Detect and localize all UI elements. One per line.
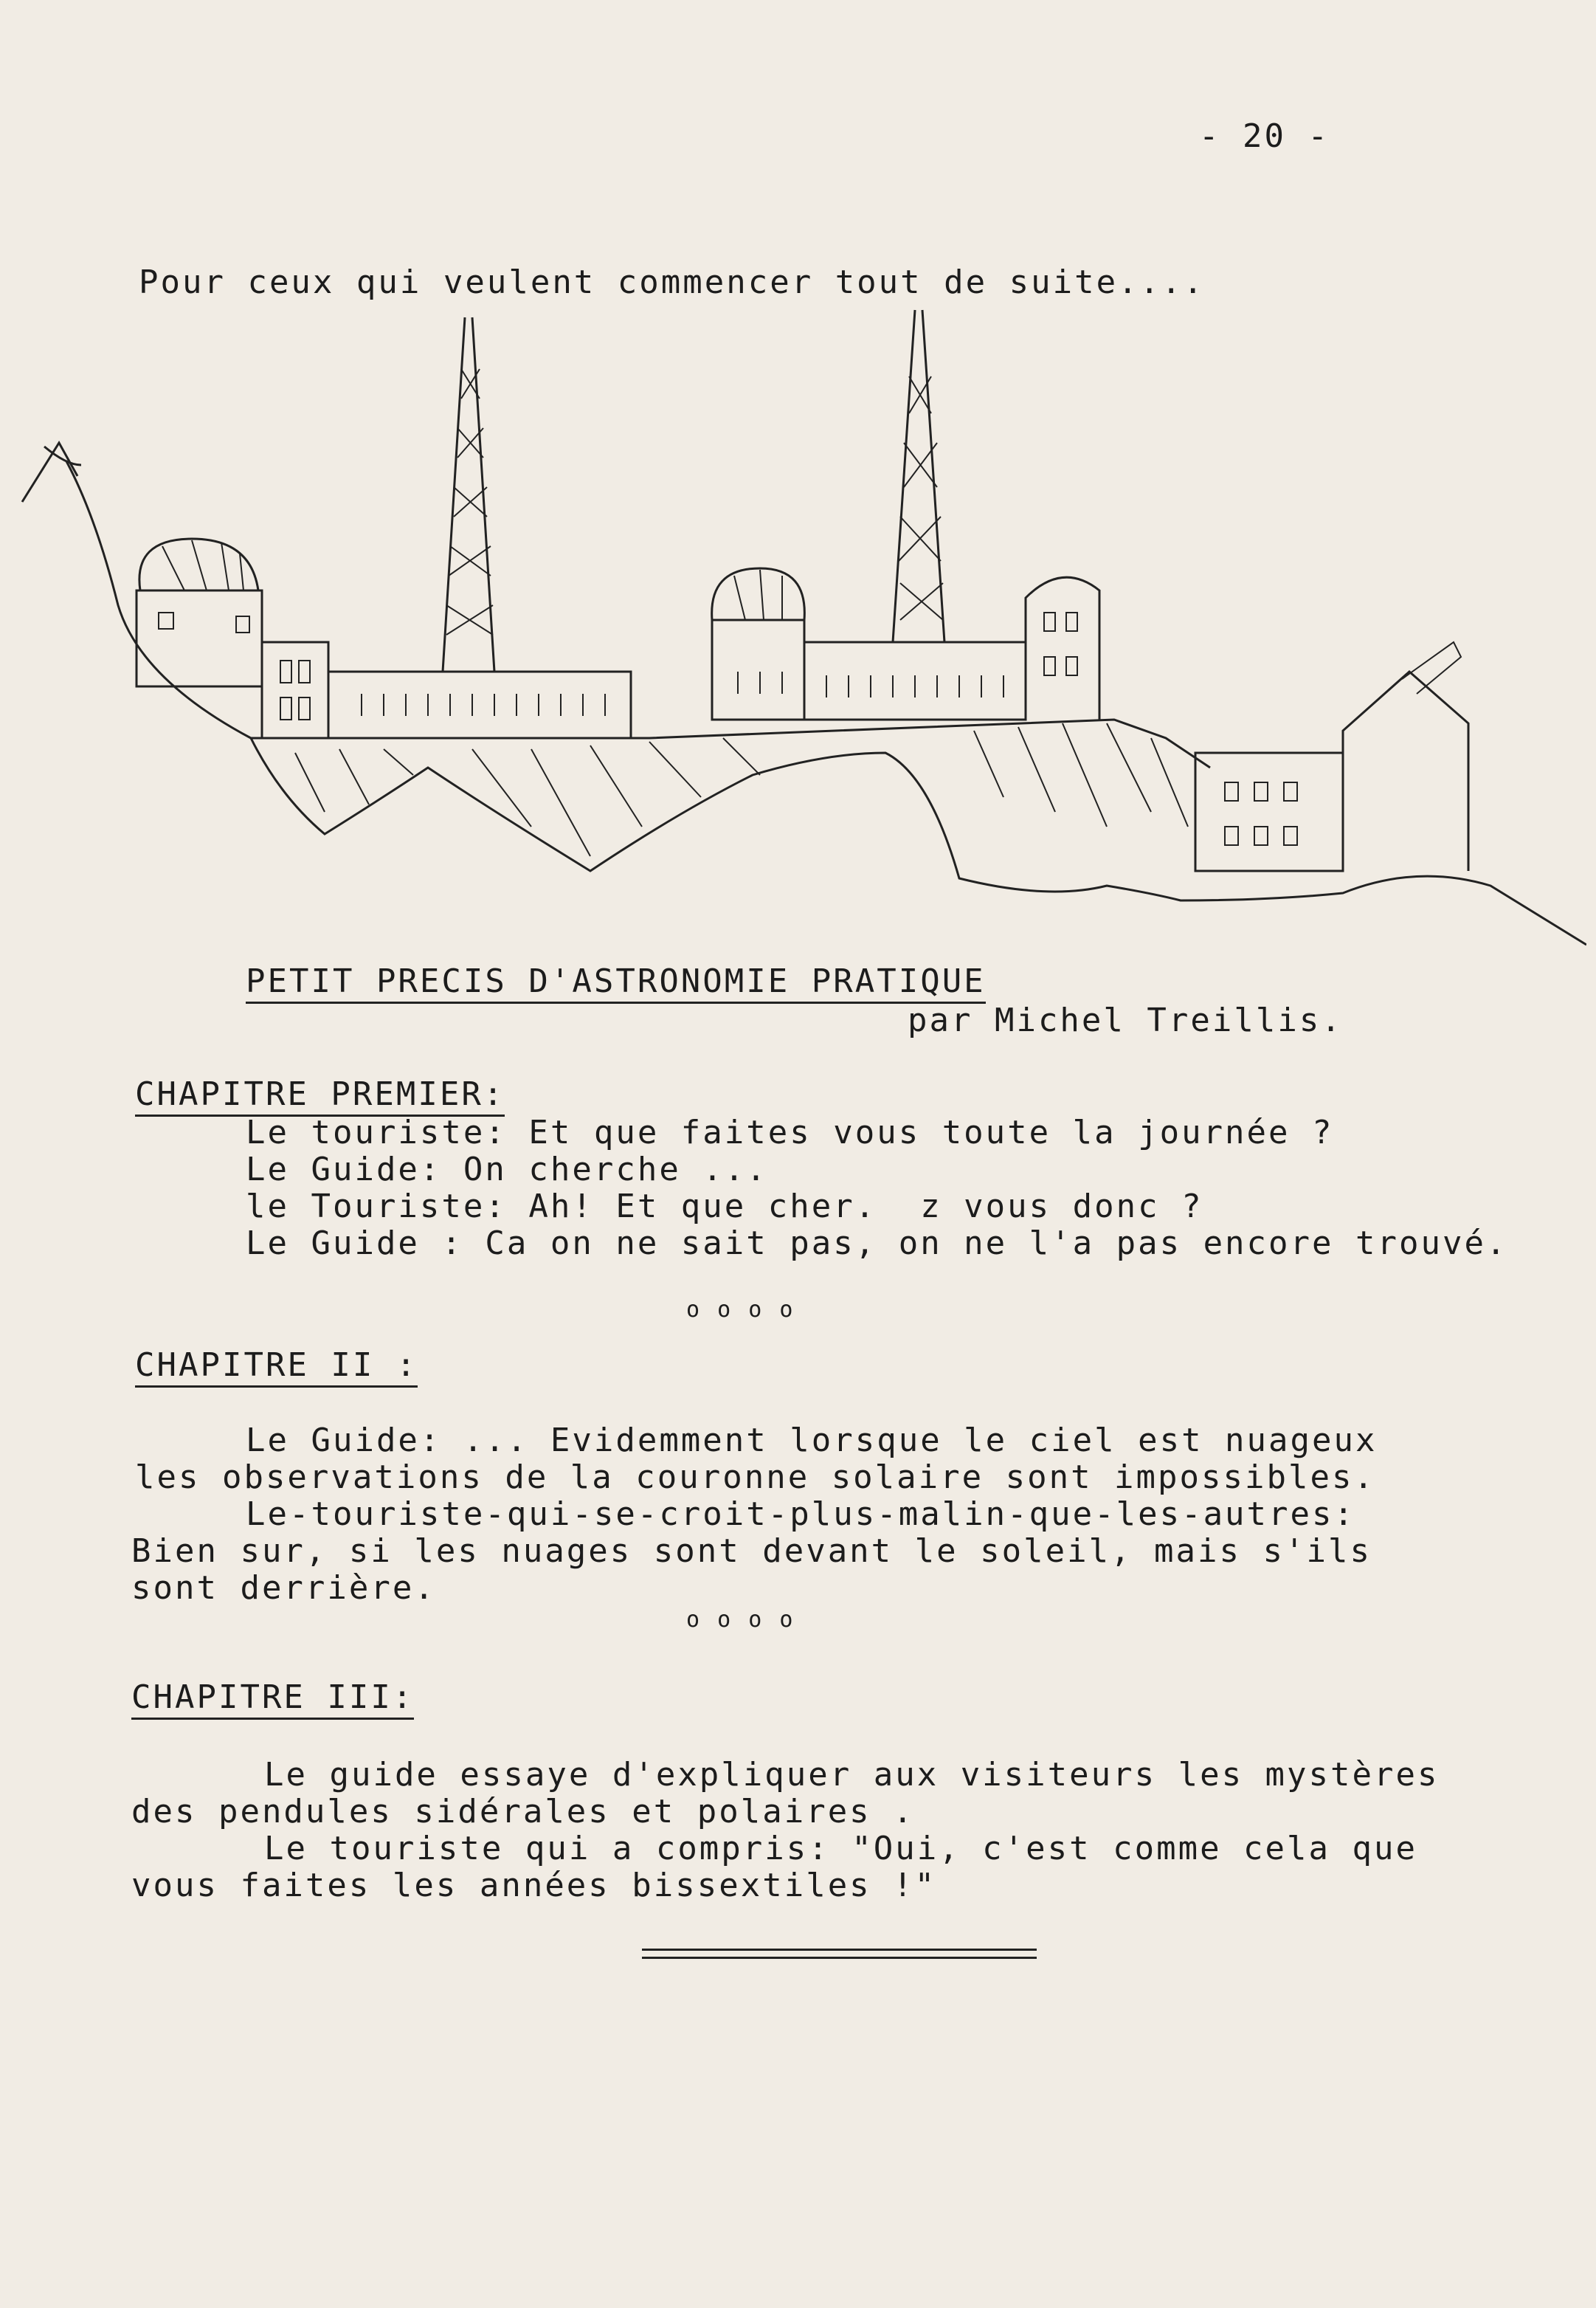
dialogue-line: le Touriste: Ah! Et que cher. z vous donc ? [246, 1188, 1203, 1225]
chapter-heading: CHAPITRE II : [135, 1347, 418, 1388]
end-separator [642, 1949, 1037, 1968]
section-divider: o o o o [686, 1607, 795, 1633]
observatory-sketch [15, 295, 1586, 960]
dialogue-line: Le touriste: Et que faites vous toute la journée ? [246, 1114, 1334, 1151]
dialogue-line: Le Guide: On cherche ... [246, 1151, 768, 1188]
dialogue-line: les observations de la couronne solaire sont impossibles. [135, 1458, 1375, 1496]
intro-line: Pour ceux qui veulent commencer tout de suite.... [139, 263, 1206, 301]
article-byline: par Michel Treillis. [908, 1002, 1343, 1039]
dialogue-line: Bien sur, si les nuages sont devant le soleil, mais s'ils [131, 1532, 1372, 1570]
dialogue-line: Le guide essaye d'expliquer aux visiteurs les mystères [264, 1756, 1440, 1794]
dialogue-line: Le touriste qui a compris: "Oui, c'est comme cela que [264, 1830, 1417, 1867]
chapter-heading: CHAPITRE PREMIER: [135, 1076, 505, 1117]
section-divider: o o o o [686, 1297, 795, 1323]
dialogue-line: Le-touriste-qui-se-croit-plus-malin-que-les-autres: [246, 1495, 1356, 1533]
page-number: - 20 - [1199, 117, 1330, 155]
dialogue-line: Le Guide : Ca on ne sait pas, on ne l'a pas encore trouvé. [246, 1224, 1508, 1262]
dialogue-line: sont derrière. [131, 1569, 436, 1607]
chapter-heading: CHAPITRE III: [131, 1679, 414, 1720]
dialogue-line: Le Guide: ... Evidemment lorsque le ciel est nuageux [246, 1422, 1378, 1459]
dialogue-line: des pendules sidérales et polaires . [131, 1793, 915, 1830]
article-title: PETIT PRECIS D'ASTRONOMIE PRATIQUE [246, 963, 986, 1004]
dialogue-line: vous faites les années bissextiles !" [131, 1867, 937, 1904]
